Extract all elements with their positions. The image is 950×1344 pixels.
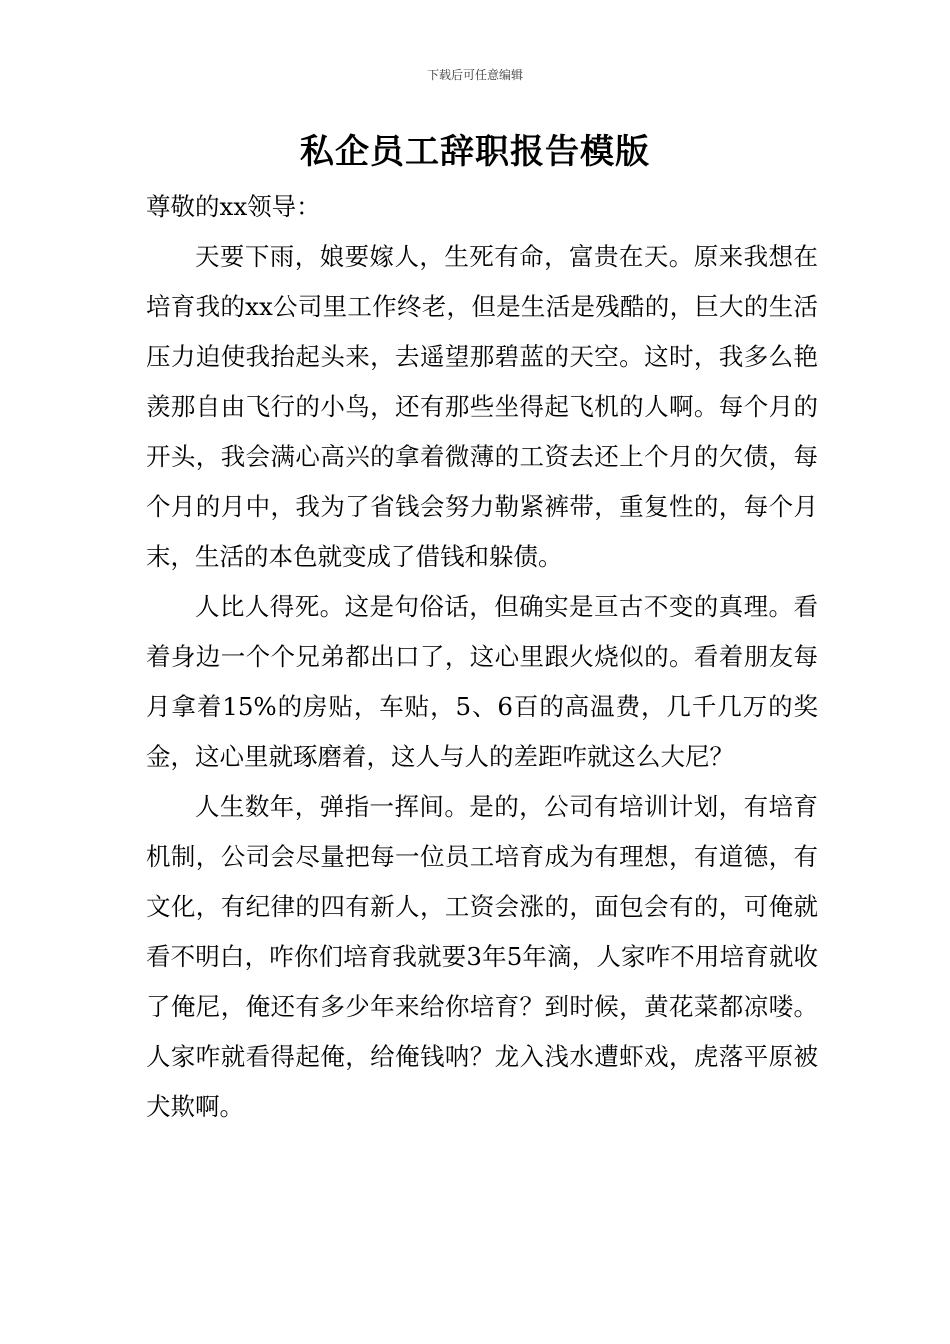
- paragraph-1: 天要下雨，娘要嫁人，生死有命，富贵在天。原来我想在培育我的xx公司里工作终老，但是生活是残酷的，巨大的生活压力迫使我抬起头来，去遥望那碧蓝的天空。这时，我多么艳羡那自由飞行的小鸟，还有那些坐得起飞机的人啊。每个月的开头，我会满心高兴的拿着微薄的工资去还上个月的欠债，每个月的月中，我为了省钱会努力勒紧裤带，重复性的，每个月末，生活的本色就变成了借钱和躲债。: [146, 242, 818, 571]
- paragraph-2: 人比人得死。这是句俗话，但确实是亘古不变的真理。看着身边一个个兄弟都出口了，这心里跟火烧似的。看着朋友每月拿着15%的房贴，车贴，5、6百的高温费，几千几万的奖金，这心里就琢磨着，这人与人的差距咋就这么大尼？: [146, 592, 818, 771]
- document-title: 私企员工辞职报告模版: [300, 132, 650, 172]
- document-body: [146, 182, 818, 1132]
- paragraph-3: 人生数年，弹指一挥间。是的，公司有培训计划，有培育机制，公司会尽量把每一位员工培育成为有理想，有道德，有文化，有纪律的四有新人，工资会涨的，面包会有的，可俺就看不明白，咋你们培育我就要3年5年滴，人家咋不用培育就收了俺尼，俺还有多少年来给你培育？到时候，黄花菜都凉喽。人家咋就看得起俺，给俺钱呐？龙入浅水遭虾戏，虎落平原被犬欺啊。: [146, 792, 818, 1121]
- salutation: 尊敬的xx领导：: [146, 192, 321, 221]
- header-note: 下载后可任意编辑: [426, 68, 523, 82]
